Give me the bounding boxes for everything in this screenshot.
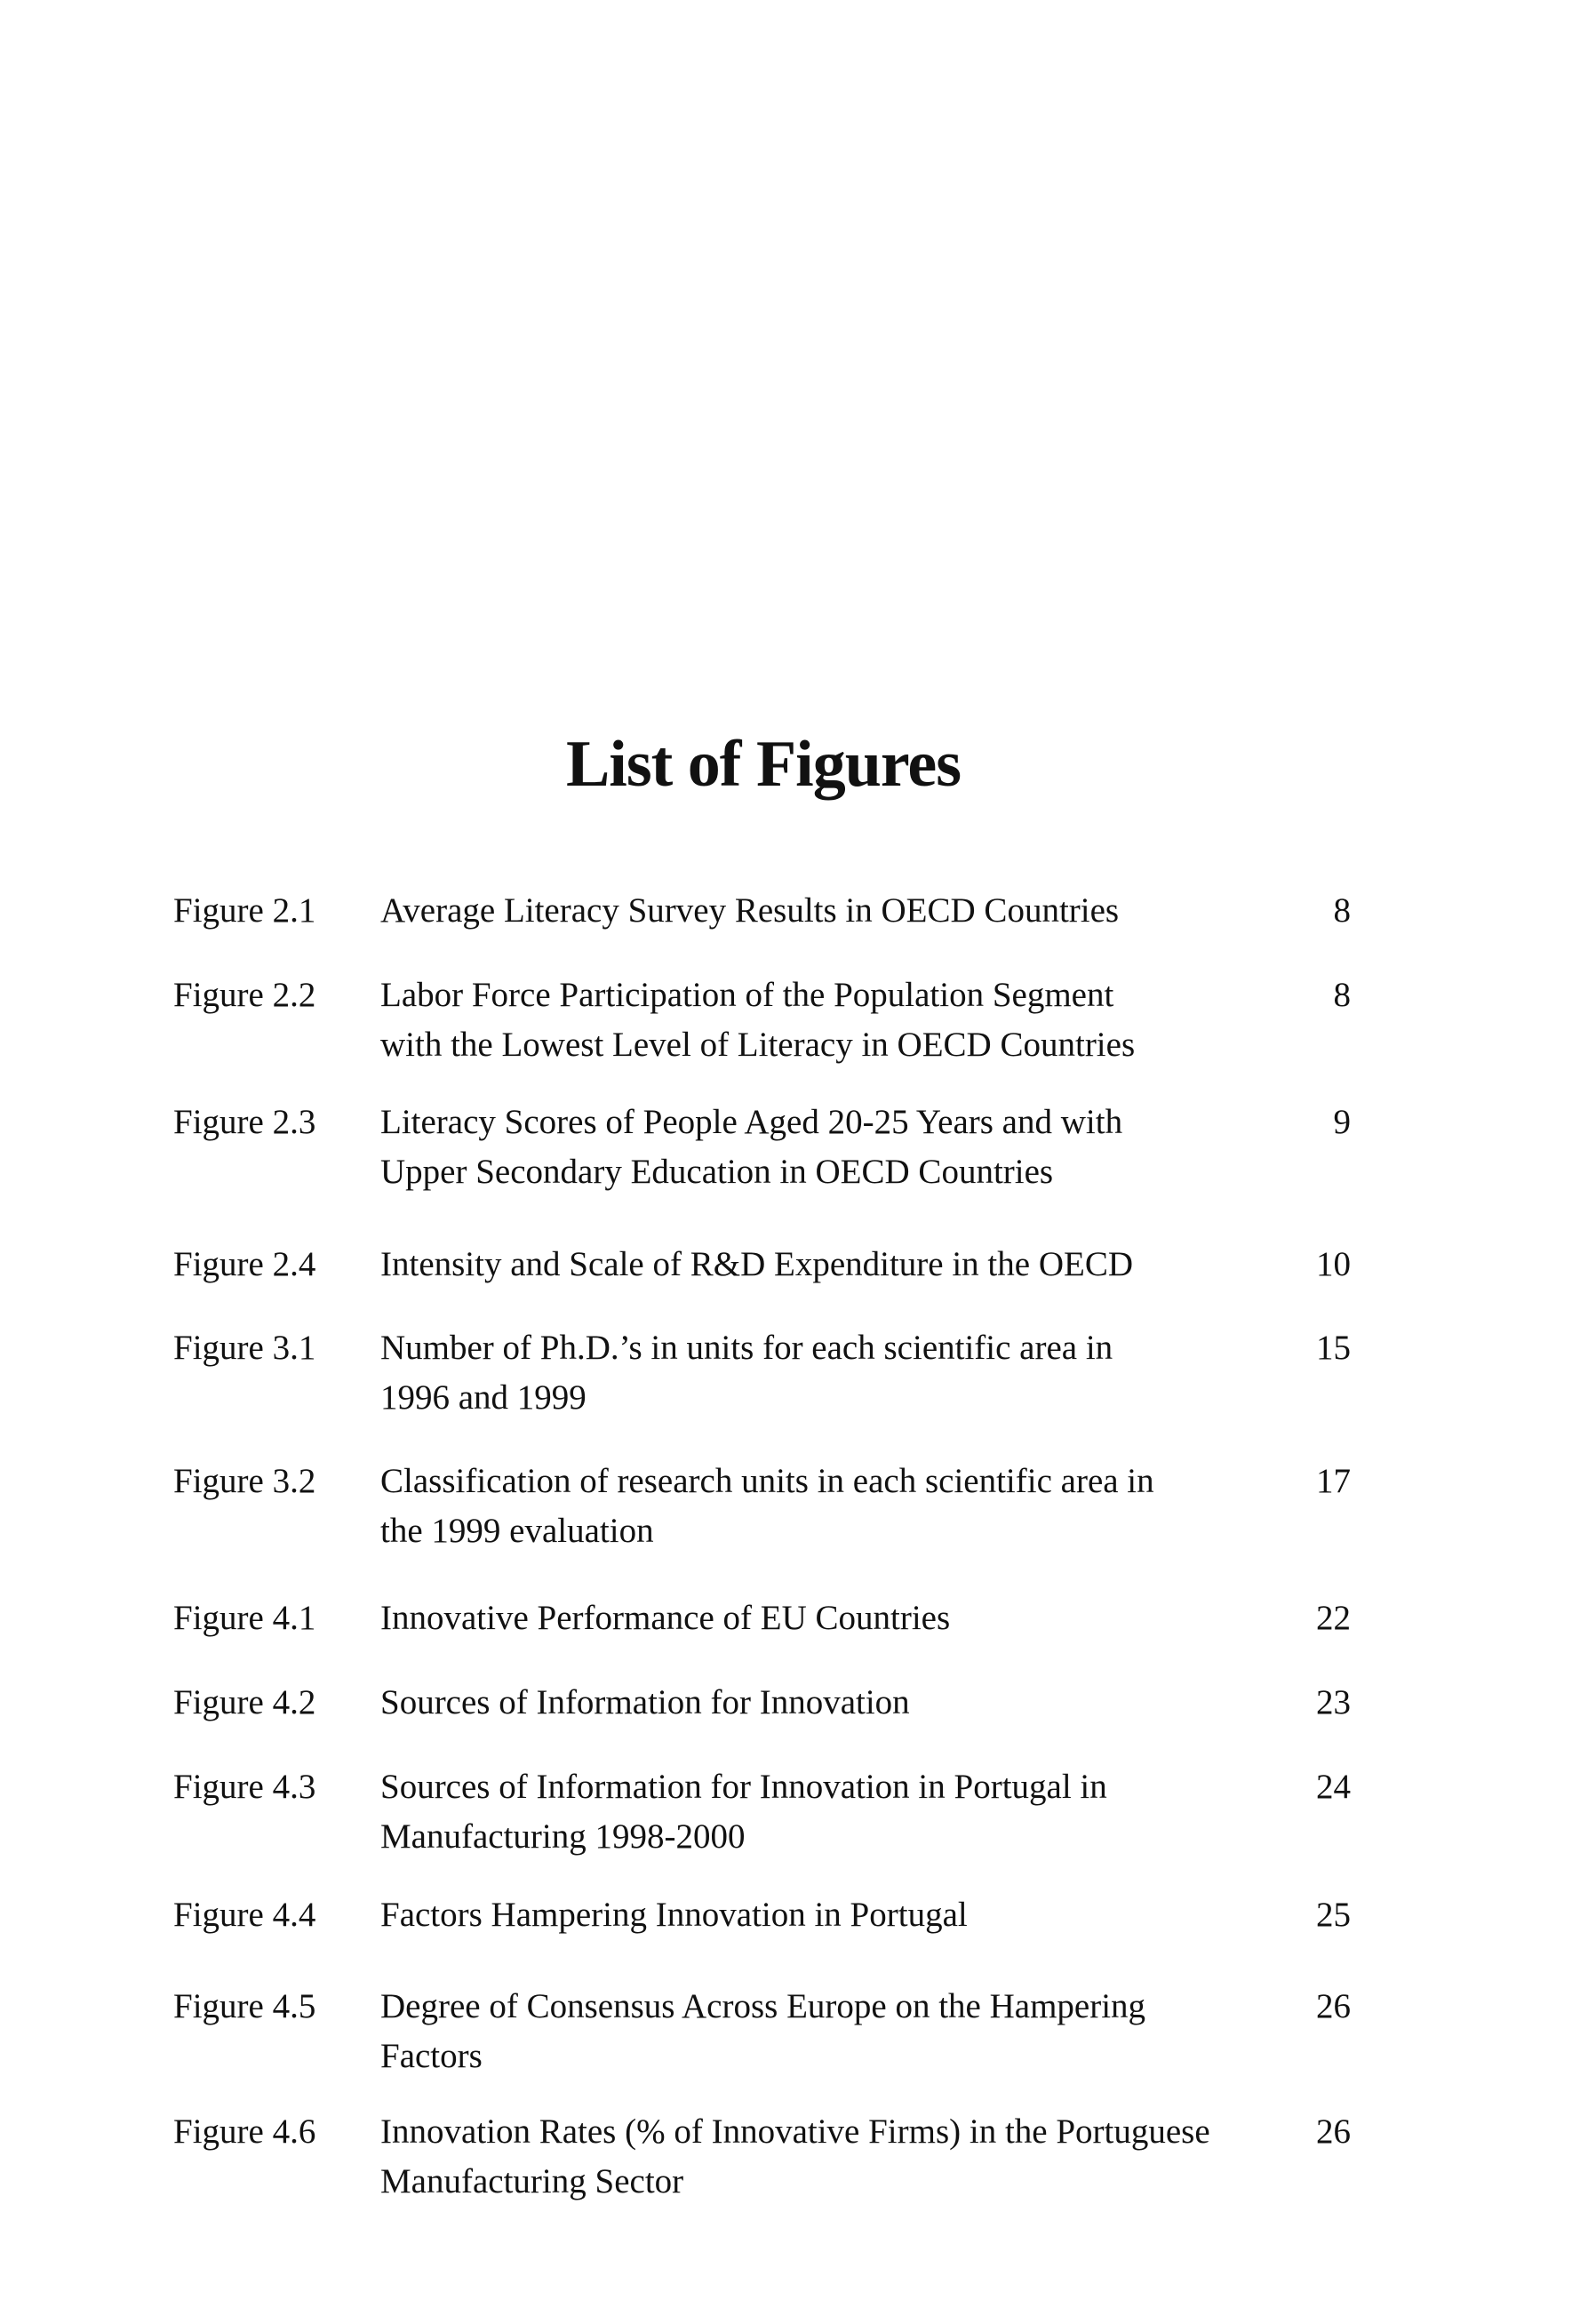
figure-number: Figure 4.4 <box>173 1896 316 1934</box>
figure-number: Figure 2.2 <box>173 976 316 1014</box>
figure-title-line: Upper Secondary Education in OECD Countries <box>380 1152 1054 1191</box>
figure-title-line: Literacy Scores of People Aged 20-25 Years and with <box>380 1103 1123 1141</box>
figure-number: Figure 2.4 <box>173 1245 316 1283</box>
figure-title-line: Innovation Rates (% of Innovative Firms) in the Portuguese <box>380 2112 1210 2151</box>
figure-page-number: 24 <box>1316 1768 1351 1806</box>
figure-title-line: Factors <box>380 2036 483 2075</box>
figure-title-line: Intensity and Scale of R&D Expenditure in the OECD <box>380 1245 1133 1283</box>
figure-title-line: Average Literacy Survey Results in OECD Countries <box>380 891 1120 930</box>
figure-page-number: 17 <box>1316 1462 1351 1500</box>
figure-page-number: 22 <box>1316 1599 1351 1637</box>
figure-number: Figure 3.2 <box>173 1462 316 1500</box>
figure-title-line: Sources of Information for Innovation in Portugal in <box>380 1768 1107 1806</box>
figure-title-line: 1996 and 1999 <box>380 1378 587 1417</box>
figure-number: Figure 2.3 <box>173 1103 316 1141</box>
figure-title <box>380 1762 1251 1862</box>
figure-number: Figure 4.3 <box>173 1768 316 1806</box>
figure-title <box>380 1982 1251 2081</box>
page-title: List of Figures <box>565 728 962 801</box>
figure-title-line: Degree of Consensus Across Europe on the Hampering <box>380 1987 1146 2025</box>
figure-page-number: 10 <box>1316 1245 1351 1283</box>
figure-title <box>380 1890 1251 1940</box>
figure-number: Figure 4.6 <box>173 2112 316 2151</box>
figure-number: Figure 2.1 <box>173 891 316 930</box>
figure-title <box>380 886 1251 936</box>
figure-title <box>380 1098 1251 1197</box>
figure-title-line: the 1999 evaluation <box>380 1511 654 1550</box>
figure-title <box>380 970 1251 1070</box>
figure-title <box>380 1678 1251 1728</box>
figure-title-line: Labor Force Participation of the Population Segment <box>380 976 1114 1014</box>
figure-page-number: 26 <box>1316 1987 1351 2025</box>
figure-page-number: 26 <box>1316 2112 1351 2151</box>
figure-title-line: Number of Ph.D.’s in units for each scientific area in <box>380 1329 1113 1367</box>
figure-title-line: Manufacturing Sector <box>380 2161 684 2200</box>
figure-page-number: 25 <box>1316 1896 1351 1934</box>
figure-title-line: Factors Hampering Innovation in Portugal <box>380 1896 968 1934</box>
figure-page-number: 23 <box>1316 1683 1351 1721</box>
figure-title <box>380 1593 1251 1643</box>
figure-title-line: Classification of research units in each scientific area in <box>380 1462 1154 1500</box>
figure-page-number: 8 <box>1333 891 1351 930</box>
figure-page-number: 9 <box>1333 1103 1351 1141</box>
figure-title-line: Sources of Information for Innovation <box>380 1683 910 1721</box>
figure-number: Figure 4.5 <box>173 1987 316 2025</box>
figure-title-line: Innovative Performance of EU Countries <box>380 1599 951 1637</box>
figure-title <box>380 1457 1251 1556</box>
figure-title <box>380 1323 1251 1423</box>
figure-number: Figure 4.1 <box>173 1599 316 1637</box>
figure-number: Figure 4.2 <box>173 1683 316 1721</box>
figure-title <box>380 1240 1251 1290</box>
figure-page-number: 15 <box>1316 1329 1351 1367</box>
figure-title-line: Manufacturing 1998-2000 <box>380 1817 746 1856</box>
figure-page-number: 8 <box>1333 976 1351 1014</box>
figure-title-line: with the Lowest Level of Literacy in OECD Countries <box>380 1025 1136 1064</box>
figure-number: Figure 3.1 <box>173 1329 316 1367</box>
figure-title <box>380 2107 1251 2207</box>
